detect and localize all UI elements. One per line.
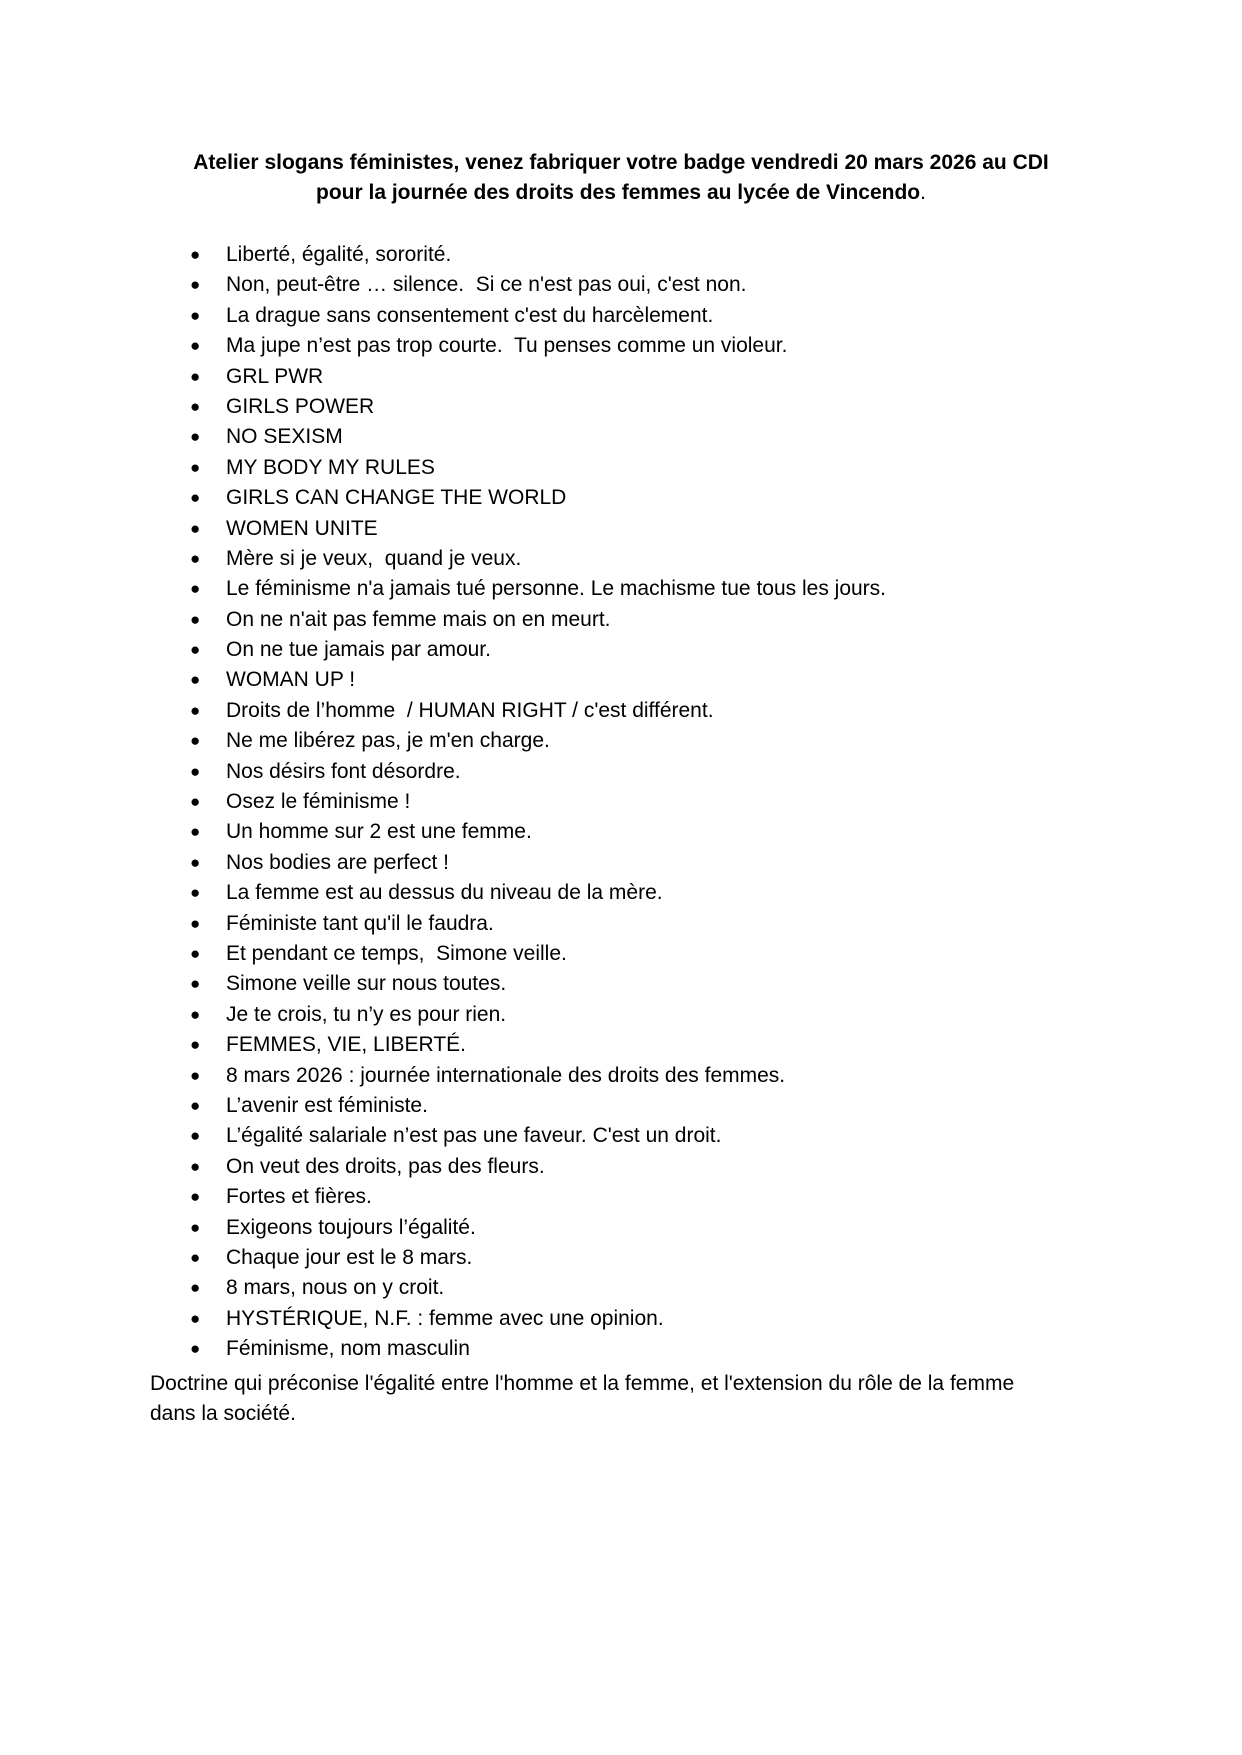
slogan-text: WOMEN UNITE — [226, 516, 378, 540]
slogan-item — [150, 848, 1110, 878]
slogan-item — [150, 1000, 1110, 1030]
title-line-2-period: . — [920, 181, 926, 204]
bullet-icon: ● — [190, 1156, 201, 1176]
definition-paragraph: Doctrine qui préconise l'égalité entre l'homme et la femme, et l'extension du rôle de la femme dans la société. — [150, 1372, 1015, 1426]
slogan-item — [150, 1273, 1110, 1303]
slogan-text: Osez le féminisme ! — [226, 790, 411, 814]
title-line-2: pour la journée des droits des femmes au lycée de Vincendo — [316, 181, 921, 204]
bullet-icon: ● — [190, 1126, 201, 1146]
slogan-text: FEMMES, VIE, LIBERTÉ. — [226, 1033, 467, 1057]
bullet-icon: ● — [190, 1004, 201, 1024]
slogan-item — [150, 635, 1110, 665]
slogan-item — [150, 1213, 1110, 1243]
slogan-text: HYSTÉRIQUE, N.F. : femme avec une opinion. — [226, 1306, 664, 1330]
bullet-icon: ● — [190, 883, 201, 903]
slogan-text: Et pendant ce temps, Simone veille. — [226, 941, 567, 965]
slogan-item — [150, 726, 1110, 756]
bullet-icon: ● — [190, 457, 201, 477]
slogan-item — [150, 1091, 1110, 1121]
bullet-icon: ● — [190, 518, 201, 538]
slogan-text: GRL PWR — [226, 364, 324, 388]
slogan-item — [150, 240, 1110, 270]
slogan-item — [150, 301, 1110, 331]
slogan-text: MY BODY MY RULES — [226, 455, 435, 479]
slogan-text: Je te crois, tu n’y es pour rien. — [226, 1002, 507, 1026]
bullet-icon: ● — [190, 943, 201, 963]
bullet-icon: ● — [190, 609, 201, 629]
slogan-text: L’avenir est féministe. — [226, 1093, 428, 1117]
slogan-item — [150, 1121, 1110, 1151]
slogan-item — [150, 574, 1110, 604]
slogan-text: L’égalité salariale n’est pas une faveur. C'est un droit. — [226, 1124, 722, 1148]
slogan-text: On ne n'ait pas femme mais on en meurt. — [226, 607, 611, 631]
slogan-text: 8 mars, nous on y croit. — [226, 1276, 445, 1300]
bullet-icon: ● — [190, 640, 201, 660]
slogan-item — [150, 817, 1110, 847]
bullet-icon: ● — [190, 275, 201, 295]
bullet-icon: ● — [190, 1217, 201, 1237]
slogan-item — [150, 1182, 1110, 1212]
bullet-icon: ● — [190, 366, 201, 386]
slogan-item — [150, 1334, 1110, 1364]
slogan-text: On veut des droits, pas des fleurs. — [226, 1154, 545, 1178]
bullet-icon: ● — [190, 1035, 201, 1055]
slogan-text: Liberté, égalité, sororité. — [226, 243, 452, 266]
slogan-text: On ne tue jamais par amour. — [226, 638, 491, 662]
slogan-text: Ne me libérez pas, je m'en charge. — [226, 729, 550, 753]
slogan-text: WOMAN UP ! — [226, 668, 356, 692]
slogan-text: 8 mars 2026 : journée internationale des droits des femmes. — [226, 1063, 786, 1087]
slogan-item — [150, 909, 1110, 939]
bullet-icon: ● — [190, 822, 201, 842]
bullet-icon: ● — [190, 336, 201, 356]
slogan-text: Droits de l’homme / HUMAN RIGHT / c'est différent. — [226, 698, 714, 722]
slogan-item — [150, 483, 1110, 513]
slogan-text: Féministe tant qu'il le faudra. — [226, 911, 494, 935]
slogan-item — [150, 665, 1110, 695]
bullet-icon: ● — [190, 731, 201, 751]
slogan-text: NO SEXISM — [226, 425, 343, 449]
bullet-icon: ● — [190, 305, 201, 325]
bullet-icon: ● — [190, 1339, 201, 1359]
bullet-icon: ● — [190, 488, 201, 508]
slogan-text: Simone veille sur nous toutes. — [226, 972, 507, 996]
slogan-item — [150, 757, 1110, 787]
slogan-item — [150, 1304, 1110, 1334]
slogan-text: GIRLS CAN CHANGE THE WORLD — [226, 486, 567, 510]
slogan-item — [150, 878, 1110, 908]
slogan-text: Chaque jour est le 8 mars. — [226, 1245, 473, 1269]
bullet-icon: ● — [190, 396, 201, 416]
slogan-text: La femme est au dessus du niveau de la mère. — [226, 881, 663, 905]
slogan-item — [150, 453, 1110, 483]
slogan-item — [150, 514, 1110, 544]
slogan-text: GIRLS POWER — [226, 394, 375, 418]
slogan-item — [150, 1061, 1110, 1091]
bullet-icon: ● — [190, 974, 201, 994]
slogan-item — [150, 1030, 1110, 1060]
slogan-item — [150, 422, 1110, 452]
slogan-item — [150, 1152, 1110, 1182]
slogan-text: Mère si je veux, quand je veux. — [226, 546, 522, 570]
bullet-icon: ● — [190, 1247, 201, 1267]
document-title — [140, 148, 1102, 208]
bullet-icon: ● — [190, 700, 201, 720]
bullet-icon: ● — [190, 1065, 201, 1085]
bullet-icon: ● — [190, 792, 201, 812]
slogan-text: Ma jupe n’est pas trop courte. Tu penses comme un violeur. — [226, 334, 788, 358]
bullet-icon: ● — [190, 1095, 201, 1115]
slogan-text: Exigeons toujours l’égalité. — [226, 1215, 476, 1239]
slogan-item — [150, 544, 1110, 574]
bullet-icon: ● — [190, 670, 201, 690]
bullet-icon: ● — [190, 761, 201, 781]
bullet-icon: ● — [190, 852, 201, 872]
slogan-text: Nos désirs font désordre. — [226, 759, 461, 783]
bullet-icon: ● — [190, 245, 201, 264]
slogan-list — [150, 240, 1110, 1364]
bullet-icon: ● — [190, 1187, 201, 1207]
slogan-text: Le féminisme n'a jamais tué personne. Le machisme tue tous les jours. — [226, 577, 887, 601]
bullet-icon: ● — [190, 1278, 201, 1298]
slogan-text: Non, peut-être … silence. Si ce n'est pas oui, c'est non. — [226, 273, 747, 297]
slogan-item — [150, 787, 1110, 817]
slogan-item — [150, 939, 1110, 969]
title-line-1: Atelier slogans féministes, venez fabriquer votre badge vendredi 20 mars 2026 au CDI — [193, 151, 1049, 174]
bullet-icon: ● — [190, 1308, 201, 1328]
bullet-icon: ● — [190, 579, 201, 599]
slogan-item — [150, 1243, 1110, 1273]
slogan-text: Fortes et fières. — [226, 1185, 372, 1209]
bullet-icon: ● — [190, 427, 201, 447]
slogan-item — [150, 969, 1110, 999]
slogan-text: Nos bodies are perfect ! — [226, 850, 449, 874]
slogan-item — [150, 392, 1110, 422]
slogan-item — [150, 362, 1110, 392]
slogan-item — [150, 696, 1110, 726]
slogan-item — [150, 331, 1110, 361]
slogan-item — [150, 270, 1110, 300]
bullet-icon: ● — [190, 548, 201, 568]
bullet-icon: ● — [190, 913, 201, 933]
slogan-item — [150, 605, 1110, 635]
slogan-text: La drague sans consentement c'est du harcèlement. — [226, 303, 714, 327]
slogan-text: Un homme sur 2 est une femme. — [226, 820, 532, 844]
slogan-text: Féminisme, nom masculin — [226, 1337, 470, 1361]
